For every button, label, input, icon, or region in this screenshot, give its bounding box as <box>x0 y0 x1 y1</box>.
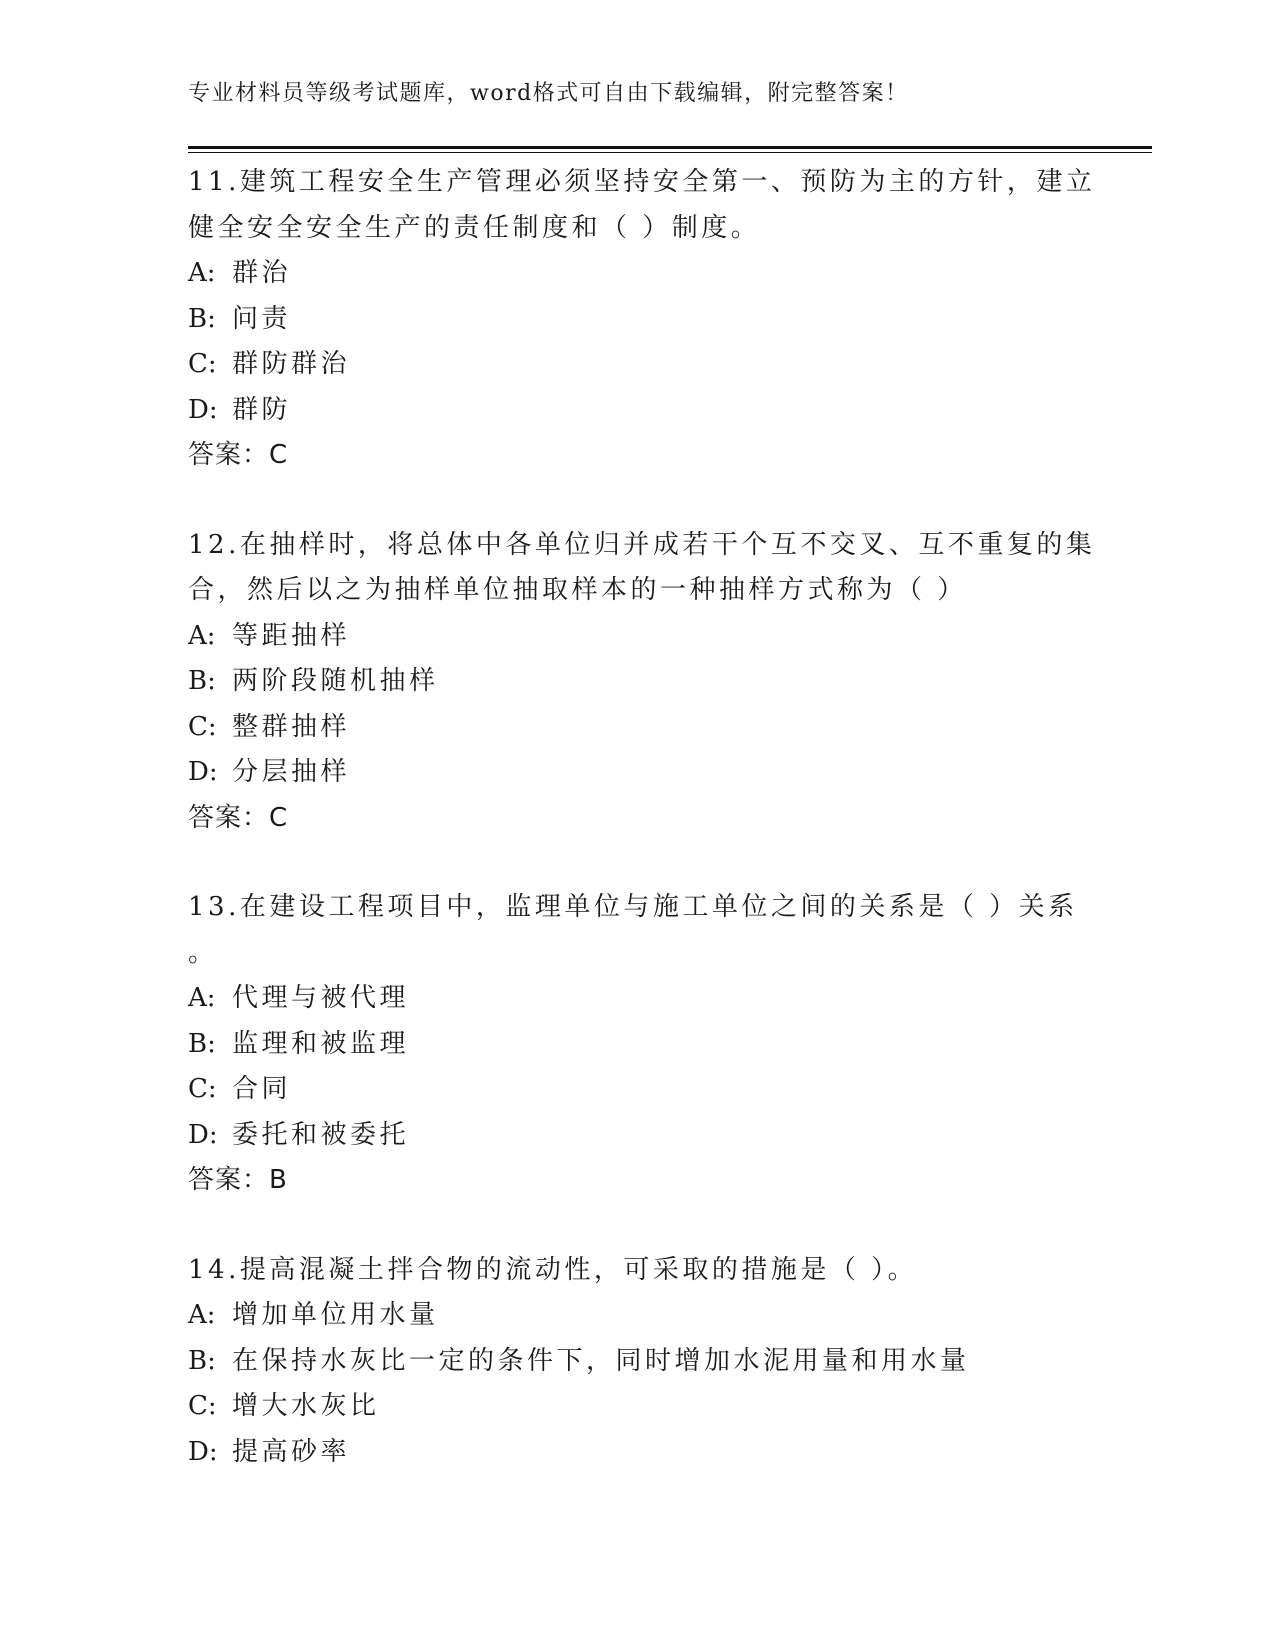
option-a <box>188 1293 1088 1339</box>
option-text: 委托和被委托 <box>232 1119 410 1150</box>
option-d <box>188 1430 1088 1476</box>
option-text: 提高砂率 <box>232 1436 351 1467</box>
option-letter: A: <box>188 620 216 651</box>
option-c <box>188 705 1088 751</box>
option-text: 群治 <box>232 258 292 288</box>
option-d <box>188 1113 1088 1159</box>
option-b <box>188 659 1088 705</box>
option-letter: B: <box>188 1028 216 1059</box>
page-header: 专业材料员等级考试题库，word格式可自由下载编辑，附完整答案！ <box>188 81 909 106</box>
option-letter: A: <box>188 1300 216 1330</box>
option-letter: D: <box>188 1119 218 1150</box>
option-c <box>188 1384 1088 1430</box>
option-text: 合同 <box>232 1074 292 1104</box>
question-stem-line: 。 <box>188 937 218 968</box>
option-a <box>188 614 1088 660</box>
option-letter: A: <box>188 983 216 1013</box>
option-text: 整群抽样 <box>232 711 351 742</box>
option-b <box>188 1339 1088 1385</box>
question-stem-line: 12.在抽样时，将总体中各单位归并成若干个互不交叉、互不重复的集 <box>188 529 1096 560</box>
question-14 <box>188 1248 1088 1476</box>
option-b <box>188 1022 1088 1068</box>
option-text: 问责 <box>232 303 292 334</box>
question-11 <box>188 160 1096 479</box>
option-text: 增大水灰比 <box>232 1391 380 1421</box>
option-letter: C: <box>188 1391 217 1421</box>
option-d <box>188 388 1088 434</box>
option-text: 分层抽样 <box>232 757 351 787</box>
option-letter: D: <box>188 1436 218 1467</box>
option-text: 代理与被代理 <box>232 983 410 1013</box>
question-stem-line: 14.提高混凝土拌合物的流动性，可采取的措施是（ ）。 <box>188 1254 918 1285</box>
question-list <box>188 160 1096 1519</box>
question-stem-line: 合，然后以之为抽样单位抽取样本的一种抽样方式称为（ ） <box>188 575 967 605</box>
question-stem-line: 健全安全安全生产的责任制度和（ ）制度。 <box>188 212 761 243</box>
answer: 答案：B <box>188 1165 288 1195</box>
option-letter: B: <box>188 1345 216 1376</box>
option-c <box>188 342 1088 388</box>
option-text: 群防 <box>232 394 292 425</box>
option-text: 两阶段随机抽样 <box>232 666 439 696</box>
option-text: 等距抽样 <box>232 620 351 651</box>
option-letter: C: <box>188 711 217 742</box>
option-text: 群防群治 <box>232 349 351 379</box>
question-stem-line: 11.建筑工程安全生产管理必须坚持安全第一、预防为主的方针，建立 <box>188 167 1096 197</box>
header-rule-thick <box>188 146 1152 149</box>
option-letter: B: <box>188 303 216 334</box>
answer: 答案：C <box>188 440 289 470</box>
option-d <box>188 750 1088 796</box>
option-letter: D: <box>188 757 218 787</box>
option-letter: D: <box>188 394 218 425</box>
question-13 <box>188 885 1088 1204</box>
option-text: 监理和被监理 <box>232 1028 410 1059</box>
option-c <box>188 1067 1088 1113</box>
header-rule-thin <box>188 152 1152 153</box>
option-letter: A: <box>188 258 216 288</box>
option-letter: C: <box>188 349 217 379</box>
option-letter: C: <box>188 1074 217 1104</box>
question-stem-line: 13.在建设工程项目中，监理单位与施工单位之间的关系是（ ）关系 <box>188 892 1078 922</box>
option-text: 增加单位用水量 <box>232 1300 439 1330</box>
option-letter: B: <box>188 666 216 696</box>
answer: 答案：C <box>188 802 289 833</box>
option-text: 在保持水灰比一定的条件下，同时增加水泥用量和用水量 <box>232 1345 970 1376</box>
option-a <box>188 251 1088 297</box>
option-b <box>188 297 1088 343</box>
option-a <box>188 976 1088 1022</box>
question-12 <box>188 523 1096 842</box>
